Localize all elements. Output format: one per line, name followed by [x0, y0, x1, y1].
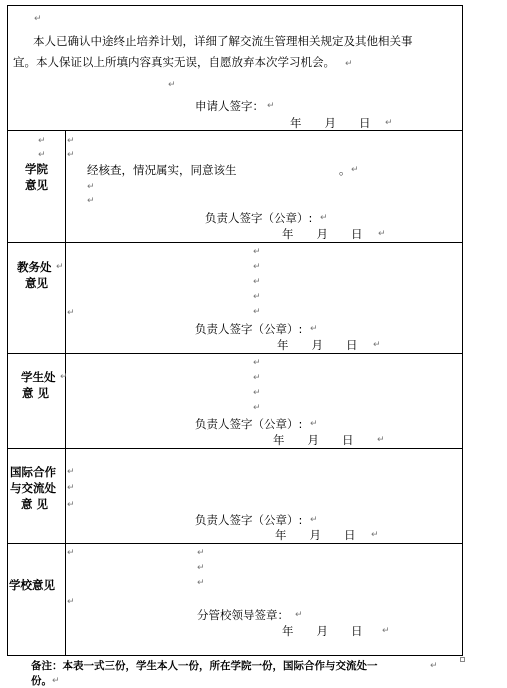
paragraph-mark: ↵	[253, 373, 261, 383]
international-office-label-line-2: 与交流处	[10, 481, 56, 495]
paragraph-mark: ↵	[253, 358, 261, 368]
student-affairs-date: 年 月 日	[273, 433, 354, 447]
international-office-label-line-1: 国际合作	[10, 465, 56, 479]
paragraph-mark: ↵	[351, 165, 359, 175]
paragraph-mark: ↵	[253, 292, 261, 302]
academic-affairs-label-line-1: 教务处	[17, 260, 52, 274]
paragraph-mark: ↵	[52, 676, 60, 686]
paragraph-mark: ↵	[378, 229, 386, 239]
paragraph-mark: ↵	[310, 419, 318, 429]
paragraph-mark: ↵	[253, 247, 261, 257]
college-label-line-1: 学院	[25, 162, 48, 176]
paragraph-mark: ↵	[197, 548, 205, 558]
paragraph-mark: ↵	[67, 150, 75, 160]
paragraph-mark: ↵	[38, 136, 46, 146]
table-border-top	[7, 5, 463, 6]
international-office-date: 年 月 日	[275, 528, 356, 542]
applicant-signature-label: 申请人签字：	[195, 99, 264, 113]
college-label-line-2: 意见	[25, 178, 48, 192]
paragraph-mark: ↵	[267, 101, 275, 111]
paragraph-mark: ↵	[377, 435, 385, 445]
paragraph-mark: ↵	[320, 213, 328, 223]
college-signature-label: 负责人签字（公章）:	[205, 211, 313, 225]
academic-affairs-label-line-2: 意见	[25, 276, 48, 290]
paragraph-mark: ↵	[197, 578, 205, 588]
row-divider	[7, 130, 463, 131]
international-office-signature-label: 负责人签字（公章）:	[195, 513, 303, 527]
paragraph-mark: ↵	[67, 597, 75, 607]
paragraph-mark: ↵	[34, 14, 42, 24]
paragraph-mark: ↵	[67, 308, 75, 318]
paragraph-mark: ↵	[253, 277, 261, 287]
table-border-right	[462, 5, 463, 656]
paragraph-mark: ↵	[38, 150, 46, 160]
paragraph-mark: ↵	[253, 403, 261, 413]
paragraph-mark: ↵	[385, 118, 393, 128]
statement-line-1: 本人已确认中途终止培养计划，详细了解交流生管理相关规定及其他相关事	[33, 34, 413, 48]
table-border-left	[7, 5, 8, 656]
row-divider	[7, 448, 463, 449]
academic-affairs-date: 年 月 日	[277, 338, 358, 352]
university-signature-label: 分管校领导签章：	[197, 608, 289, 622]
paragraph-mark: ↵	[253, 307, 261, 317]
academic-affairs-signature-label: 负责人签字（公章）:	[195, 322, 303, 336]
paragraph-mark: ↵	[67, 548, 75, 558]
paragraph-mark: ↵	[168, 80, 176, 90]
row-divider	[7, 543, 463, 544]
college-opinion-text: 经核查，情况属实，同意该生	[87, 163, 237, 177]
paragraph-mark: ↵	[382, 626, 390, 636]
paragraph-mark: ↵	[253, 388, 261, 398]
paragraph-mark: ↵	[67, 500, 75, 510]
paragraph-mark: ↵	[67, 136, 75, 146]
row-divider	[7, 242, 463, 243]
paragraph-mark: ↵	[67, 483, 75, 493]
paragraph-mark: ↵	[67, 467, 75, 477]
college-opinion-end: 。	[339, 163, 351, 177]
university-date: 年 月 日	[282, 624, 363, 638]
statement-line-2: 宜。本人保证以上所填内容真实无误，自愿放弃本次学习机会。	[13, 55, 335, 69]
column-divider	[65, 130, 66, 656]
footnote-line-1: 备注：本表一式三份，学生本人一份，所在学院一份，国际合作与交流处一	[31, 660, 378, 672]
paragraph-mark: ↵	[87, 196, 95, 206]
paragraph-mark: ↵	[310, 515, 318, 525]
university-opinion-label: 学校意见	[9, 578, 55, 592]
paragraph-mark: ↵	[345, 59, 353, 69]
applicant-date: 年 月 日	[290, 116, 371, 130]
college-date: 年 月 日	[282, 227, 363, 241]
paragraph-mark: ↵	[197, 563, 205, 573]
paragraph-mark: ↵	[295, 610, 303, 620]
paragraph-mark: ↵	[87, 182, 95, 192]
paragraph-mark: ↵	[373, 340, 381, 350]
paragraph-mark: ↵	[371, 530, 379, 540]
corner-marker	[460, 657, 465, 662]
international-office-label-line-3: 意 见	[21, 497, 49, 511]
paragraph-mark: ↵	[310, 324, 318, 334]
table-border-bottom	[7, 655, 463, 656]
row-divider	[7, 353, 463, 354]
paragraph-mark: ↵	[430, 661, 438, 671]
student-affairs-label-line-1: 学生处	[21, 370, 56, 384]
paragraph-mark: ↵	[253, 262, 261, 272]
paragraph-mark: ↵	[60, 372, 68, 382]
student-affairs-signature-label: 负责人签字（公章）:	[195, 417, 303, 431]
student-affairs-label-line-2: 意 见	[22, 386, 50, 400]
paragraph-mark: ↵	[56, 262, 64, 272]
footnote-line-2: 份。	[31, 675, 52, 687]
